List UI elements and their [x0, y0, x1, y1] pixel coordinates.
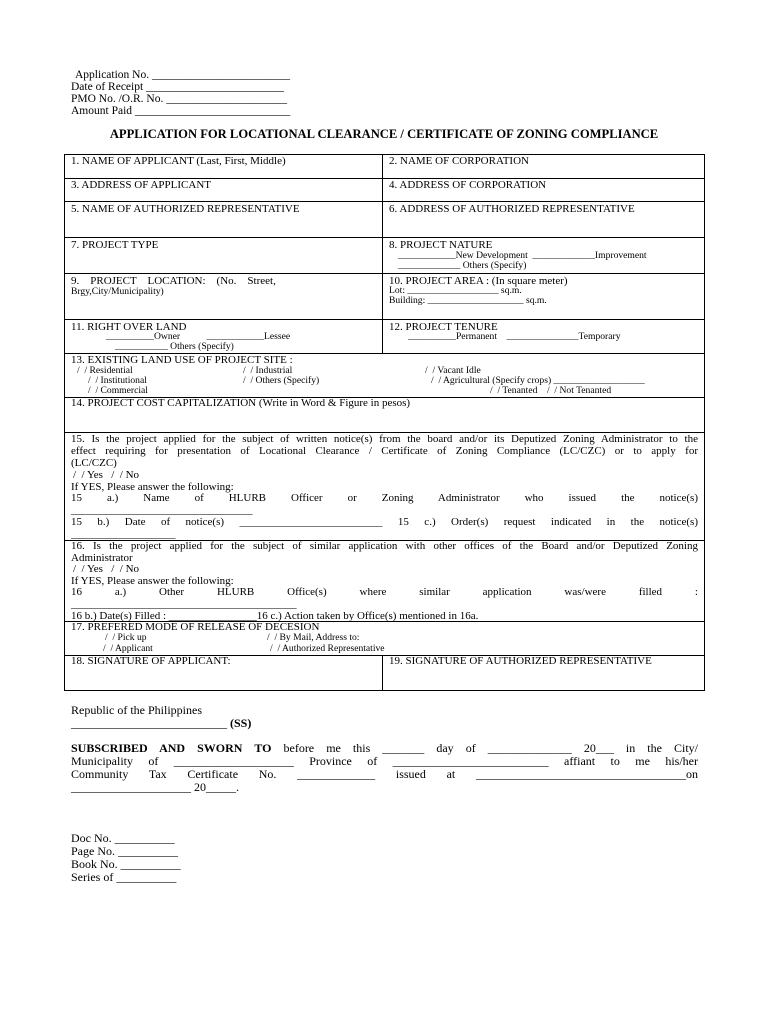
release-applicant-checkbox[interactable]: / / Applicant: [103, 643, 153, 654]
release-authorized-rep-checkbox[interactable]: / / Authorized Representative: [270, 643, 385, 654]
jurat-line-2[interactable]: Municipality of ____________________ Province of __________________________ affiant to me his/her: [71, 754, 698, 768]
representative-address-field[interactable]: 6. ADDRESS OF AUTHORIZED REPRESENTATIVE: [389, 203, 635, 215]
question-15-text-cont: effect requiring for presentation of Locational Clearance / Certificate of Zoning Compliance (LC/CZC) or to apply for: [71, 445, 698, 457]
question-15a-blank[interactable]: _________________________________: [71, 504, 253, 516]
project-nature-options[interactable]: ____________New Development _____________Improvement: [398, 250, 647, 261]
jurat-line-4[interactable]: ____________________ 20_____.: [71, 780, 239, 794]
release-by-mail-checkbox[interactable]: / / By Mail, Address to:: [267, 632, 360, 643]
question-15b-c-field[interactable]: 15 b.) Date of notice(s) __________________________ 15 c.) Order(s) request indicated in the notice(s): [71, 516, 698, 528]
land-use-commercial-checkbox[interactable]: / / Commercial: [88, 385, 148, 396]
application-no-field[interactable]: Application No. ________________________: [75, 69, 290, 81]
amount-paid-field[interactable]: Amount Paid ___________________________: [71, 105, 291, 117]
question-16-instruction: If YES, Please answer the following:: [71, 575, 234, 587]
land-use-vacant-checkbox[interactable]: / / Vacant Idle: [425, 365, 481, 376]
column-divider: [382, 155, 383, 353]
venue-blank[interactable]: __________________________: [71, 716, 227, 730]
right-over-land-label: 11. RIGHT OVER LAND: [71, 321, 187, 333]
land-use-others-checkbox[interactable]: / / Others (Specify): [243, 375, 320, 386]
republic-heading: Republic of the Philippines: [71, 703, 202, 717]
project-nature-others[interactable]: _____________ Others (Specify): [398, 260, 527, 271]
project-cost-field[interactable]: 14. PROJECT COST CAPITALIZATION (Write in Word & Figure in pesos): [71, 397, 411, 409]
sworn-heading: SUBSCRIBED AND SWORN TO: [71, 741, 272, 755]
land-use-residential-checkbox[interactable]: / / Residential: [77, 365, 133, 376]
doc-no-field[interactable]: Doc No. __________: [71, 831, 175, 845]
series-of-field[interactable]: Series of __________: [71, 870, 177, 884]
row-divider: [65, 201, 704, 202]
name-of-corporation-field[interactable]: 2. NAME OF CORPORATION: [389, 155, 529, 167]
question-16-text-cont: Administrator: [71, 552, 133, 564]
land-use-institutional-checkbox[interactable]: / / Institutional: [88, 375, 147, 386]
row-divider: [65, 237, 704, 238]
question-16-text: 16. Is the project applied for the subject of similar application with other offices of the Board and/or Deputized Zoning: [71, 540, 698, 552]
authorized-representative-field[interactable]: 5. NAME OF AUTHORIZED REPRESENTATIVE: [71, 203, 300, 215]
release-mode-label: 17. PREFERED MODE OF RELEASE OF DECESION: [71, 621, 320, 633]
column-divider: [382, 655, 383, 691]
question-16a-blank[interactable]: _________________________________________: [71, 598, 297, 610]
name-of-applicant-field[interactable]: 1. NAME OF APPLICANT (Last, First, Middle): [71, 155, 286, 167]
land-use-agricultural-checkbox[interactable]: / / Agricultural (Specify crops) ___________________: [431, 375, 645, 386]
project-nature-label: 8. PROJECT NATURE: [389, 239, 493, 251]
right-over-land-others[interactable]: ___________ Others (Specify): [115, 341, 234, 352]
address-of-applicant-field[interactable]: 3. ADDRESS OF APPLICANT: [71, 179, 211, 191]
building-area-field[interactable]: Building: ____________________ sq.m.: [389, 295, 547, 306]
jurat-line-3[interactable]: Community Tax Certificate No. _____________ issued at ___________________________________on: [71, 767, 698, 781]
project-tenure-label: 12. PROJECT TENURE: [389, 321, 498, 333]
existing-land-use-label: 13. EXISTING LAND USE OF PROJECT SITE :: [71, 354, 293, 366]
land-use-industrial-checkbox[interactable]: / / Industrial: [243, 365, 293, 376]
question-15-instruction: If YES, Please answer the following:: [71, 481, 234, 493]
project-location-hint: Brgy,City/Municipality): [71, 286, 164, 297]
signature-of-representative-field[interactable]: 19. SIGNATURE OF AUTHORIZED REPRESENTATIVE: [389, 655, 652, 667]
project-tenure-options[interactable]: __________Permanent _______________Temporary: [408, 331, 621, 342]
question-15-text: 15. Is the project applied for the subject of written notice(s) from the board and/or its Deputized Zoning Administrator to the: [71, 433, 698, 445]
question-16-yes-no[interactable]: / / Yes / / No: [73, 563, 140, 575]
ss-label: (SS): [230, 716, 252, 730]
question-15c-blank[interactable]: ___________________: [71, 528, 176, 540]
project-type-field[interactable]: 7. PROJECT TYPE: [71, 239, 159, 251]
question-15-yes-no[interactable]: / / Yes / / No: [73, 469, 140, 481]
question-15-text-end: (LC/CZC): [71, 457, 117, 469]
row-divider: [65, 319, 704, 320]
jurat-line-1-text: before me this _______ day of ______________ 20___ in the City/: [271, 741, 698, 755]
land-tenancy-checkboxes[interactable]: / / Tenanted / / Not Tenanted: [490, 385, 612, 396]
lot-area-field[interactable]: Lot: ___________________ sq.m.: [389, 285, 522, 296]
question-16b-c-field[interactable]: 16 b.) Date(s) Filled : ________________16 c.) Action taken by Office(s) mentioned in 16a.: [71, 610, 479, 622]
venue-line: [71, 717, 251, 730]
question-15a-field[interactable]: 15 a.) Name of HLURB Officer or Zoning Administrator who issued the notice(s): [71, 492, 698, 504]
pmo-no-field[interactable]: PMO No. /O.R. No. _____________________: [71, 93, 287, 105]
form-title: APPLICATION FOR LOCATIONAL CLEARANCE / CERTIFICATE OF ZONING COMPLIANCE: [109, 127, 659, 141]
project-area-label: 10. PROJECT AREA : (In square meter): [389, 275, 568, 287]
date-of-receipt-field[interactable]: Date of Receipt ________________________: [71, 81, 285, 93]
book-no-field[interactable]: Book No. __________: [71, 857, 181, 871]
right-over-land-options[interactable]: __________Owner ____________Lessee: [106, 331, 291, 342]
signature-of-applicant-field[interactable]: 18. SIGNATURE OF APPLICANT:: [71, 655, 231, 667]
address-of-corporation-field[interactable]: 4. ADDRESS OF CORPORATION: [389, 179, 547, 191]
question-16a-field[interactable]: 16 a.) Other HLURB Office(s) where similar application was/were filled :: [71, 586, 698, 598]
row-divider: [65, 273, 704, 274]
page-no-field[interactable]: Page No. __________: [71, 844, 178, 858]
release-pickup-checkbox[interactable]: / / Pick up: [105, 632, 147, 643]
project-location-field[interactable]: 9. PROJECT LOCATION: (No. Street,: [71, 275, 276, 287]
